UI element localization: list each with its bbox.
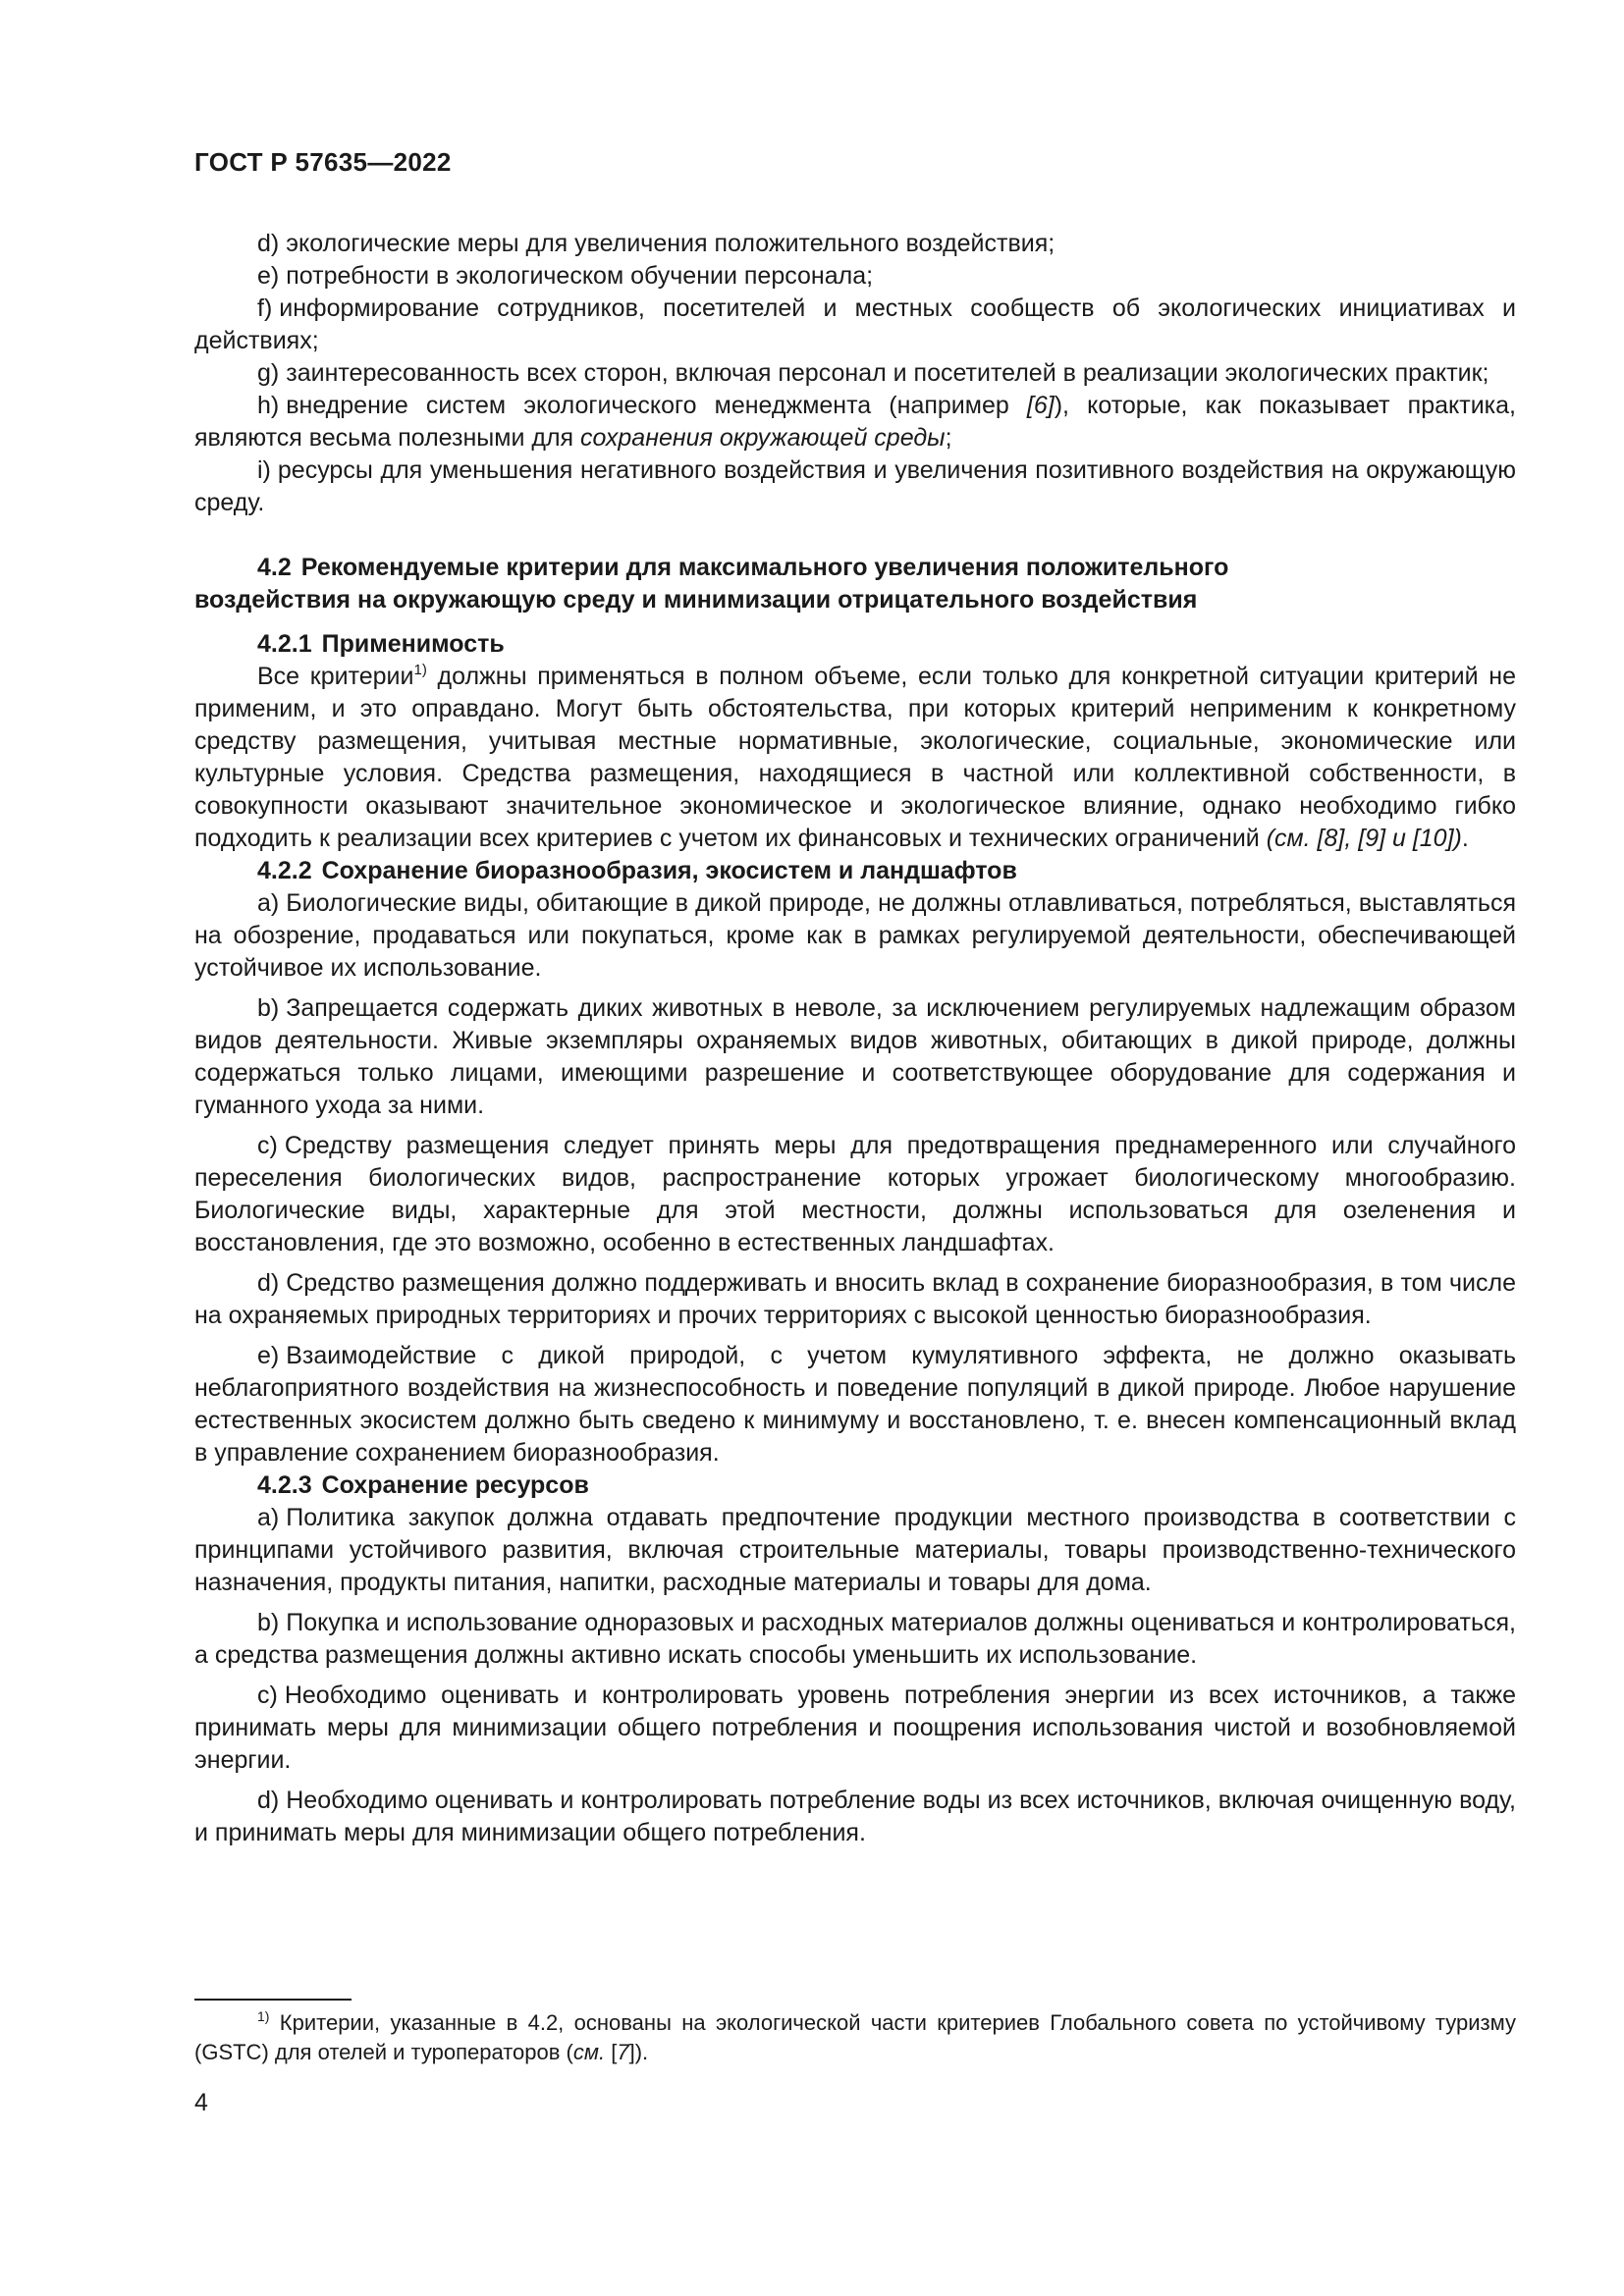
list-text: ; (945, 424, 952, 452)
list-marker: а) (257, 1504, 280, 1531)
biodiversity-item-e (194, 1340, 1516, 1469)
list-text: потребности в экологическом обучении персонала; (286, 262, 874, 290)
resources-item-d (194, 1785, 1516, 1849)
reference-link: 7 (617, 2040, 629, 2064)
section-title-line: Рекомендуемые критерии для максимального увеличения положительного (300, 554, 1229, 581)
footnote-text: Критерии, указанные в 4.2, основаны на экологической части критериев Глобального совета по устойчивому туризму (GSTC) для отелей и туроператоров ( (194, 2010, 1516, 2064)
list-text: внедрение систем экологического менеджмента (например (286, 392, 1027, 419)
list-marker: b) (257, 1609, 280, 1636)
paragraph-text: должны применяться в полном объеме, если только для конкретной ситуации критерий не применим, и это оправдано. Могут быть обстоятельства, при которых критерий неприменим к конкретному средству размещения, учитывая местные нормативные, экологические, социальные, экономические или культурные условия. Средства размещения, находящиеся в частной или коллективной собственности, в совокупности оказывают значительное экономическое и экологическое влияние, однако необходимо гибко подходить к реализации всех критериев с учетом их финансовых и технических ограничений (194, 663, 1516, 852)
list-item-h (194, 390, 1516, 454)
list-text: Запрещается содержать диких животных в неволе, за исключением регулируемых надлежащим образом видов деятельности. Живые экземпляры охраняемых видов животных, обитающих в дикой природе, должны содержаться только лицами, имеющими разрешение и соответствующее оборудование для содержания и гуманного ухода за ними. (194, 994, 1516, 1119)
list-text: Покупка и использование одноразовых и расходных материалов должны оцениваться и контролироваться, а средства размещения должны активно искать способы уменьшить их использование. (194, 1609, 1516, 1669)
biodiversity-item-a (194, 887, 1516, 985)
section-4-2-1-title (194, 628, 1516, 661)
biodiversity-item-d (194, 1267, 1516, 1332)
section-4-2-title (194, 552, 1516, 616)
list-marker: h) (257, 392, 280, 419)
footnote (194, 2008, 1516, 2067)
document-header: ГОСТ Р 57635—2022 (194, 147, 452, 177)
list-marker: i) (257, 456, 271, 484)
paragraph-text: Все критерии (257, 663, 414, 690)
biodiversity-item-b (194, 992, 1516, 1122)
reference-link: (см. [8], [9] и [10]) (1266, 825, 1462, 852)
list-text: Средство размещения должно поддерживать и вносить вклад в сохранение биоразнообразия, в том числе на охраняемых природных территориях и прочих территориях с высокой ценностью биоразнообразия. (194, 1269, 1516, 1329)
list-marker: с) (257, 1132, 278, 1159)
list-marker: d) (257, 1269, 280, 1297)
list-text: ), которые, как показывает практика, являются весьма полезными для (194, 392, 1516, 452)
list-item-e (194, 260, 1516, 293)
section-number: 4.2.1 (257, 630, 312, 658)
section-title: Применимость (321, 630, 505, 658)
footnote-divider (194, 1999, 352, 2001)
list-item-f (194, 293, 1516, 357)
list-marker: d) (257, 230, 280, 257)
section-number: 4.2.3 (257, 1471, 312, 1499)
section-title-line: воздействия на окружающую среду и минимизации отрицательного воздействия (194, 586, 1198, 614)
list-text: информирование сотрудников, посетителей и местных сообществ об экологических инициативах и действиях; (194, 294, 1516, 354)
emphasis-text: сохранения окружающей среды (580, 424, 946, 452)
list-marker: b) (257, 994, 280, 1022)
list-marker: а) (257, 889, 280, 917)
biodiversity-item-c (194, 1130, 1516, 1259)
section-title: Сохранение биоразнообразия, экосистем и ландшафтов (321, 857, 1017, 884)
emphasis-text: см. (572, 2040, 606, 2064)
list-text: Необходимо оценивать и контролировать уровень потребления энергии из всех источников, а также принимать меры для минимизации общего потребления и поощрения использования чистой и возобновляемой энергии. (194, 1682, 1516, 1774)
list-text: Биологические виды, обитающие в дикой природе, не должны отлавливаться, потребляться, выставляться на обозрение, продаваться или покупаться, кроме как в рамках регулируемой деятельности, обеспечивающей устойчивое их использование. (194, 889, 1516, 982)
footnote-marker: 1) (413, 662, 427, 678)
list-marker: f) (257, 294, 273, 322)
list-item-g (194, 357, 1516, 390)
list-text: Необходимо оценивать и контролировать потребление воды из всех источников, включая очищенную воду, и принимать меры для минимизации общего потребления. (194, 1787, 1516, 1846)
list-text: Политика закупок должна отдавать предпочтение продукции местного производства в соответствии с принципами устойчивого развития, включая строительные материалы, товары производственно-технического назначения, продукты питания, напитки, расходные материалы и товары для дома. (194, 1504, 1516, 1596)
applicability-paragraph (194, 661, 1516, 855)
section-number: 4.2.2 (257, 857, 312, 884)
resources-item-c (194, 1680, 1516, 1777)
section-number: 4.2 (257, 554, 292, 581)
list-text: Средству размещения следует принять меры для предотвращения преднамеренного или случайного переселения биологических видов, распространение которых угрожает биологическому многообразию. Биологические виды, характерные для этой местности, должны использоваться для озеленения и восстановления, где это возможно, особенно в естественных ландшафтах. (194, 1132, 1516, 1256)
list-item-d (194, 228, 1516, 260)
list-text: экологические меры для увеличения положительного воздействия; (286, 230, 1056, 257)
list-item-i (194, 454, 1516, 519)
list-marker: е) (257, 1342, 280, 1369)
list-text: заинтересованность всех сторон, включая персонал и посетителей в реализации экологических практик; (286, 359, 1489, 387)
resources-item-b (194, 1607, 1516, 1672)
list-marker: е) (257, 262, 280, 290)
footnote-marker: 1) (257, 2008, 270, 2024)
footnote-text: [ (605, 2040, 618, 2064)
list-text: Взаимодействие с дикой природой, с учетом кумулятивного эффекта, не должно оказывать неблагоприятного воздействия на жизнеспособность и поведение популяций в дикой природе. Любое нарушение естественных экосистем должно быть сведено к минимуму и восстановлено, т. е. внесен компенсационный вклад в управление сохранением биоразнообразия. (194, 1342, 1516, 1467)
resources-item-a (194, 1502, 1516, 1599)
page-number: 4 (194, 2089, 208, 2116)
section-title: Сохранение ресурсов (321, 1471, 589, 1499)
section-4-2-2-title (194, 855, 1516, 887)
reference-link: [6] (1026, 392, 1055, 419)
list-text: ресурсы для уменьшения негативного воздействия и увеличения позитивного воздействия на окружающую среду. (194, 456, 1516, 516)
document-body (194, 228, 1516, 1849)
list-marker: d) (257, 1787, 280, 1814)
list-marker: с) (257, 1682, 278, 1709)
section-4-2-3-title (194, 1469, 1516, 1502)
paragraph-text: . (1461, 825, 1469, 852)
footnote-text: ]). (628, 2040, 649, 2064)
list-marker: g) (257, 359, 280, 387)
